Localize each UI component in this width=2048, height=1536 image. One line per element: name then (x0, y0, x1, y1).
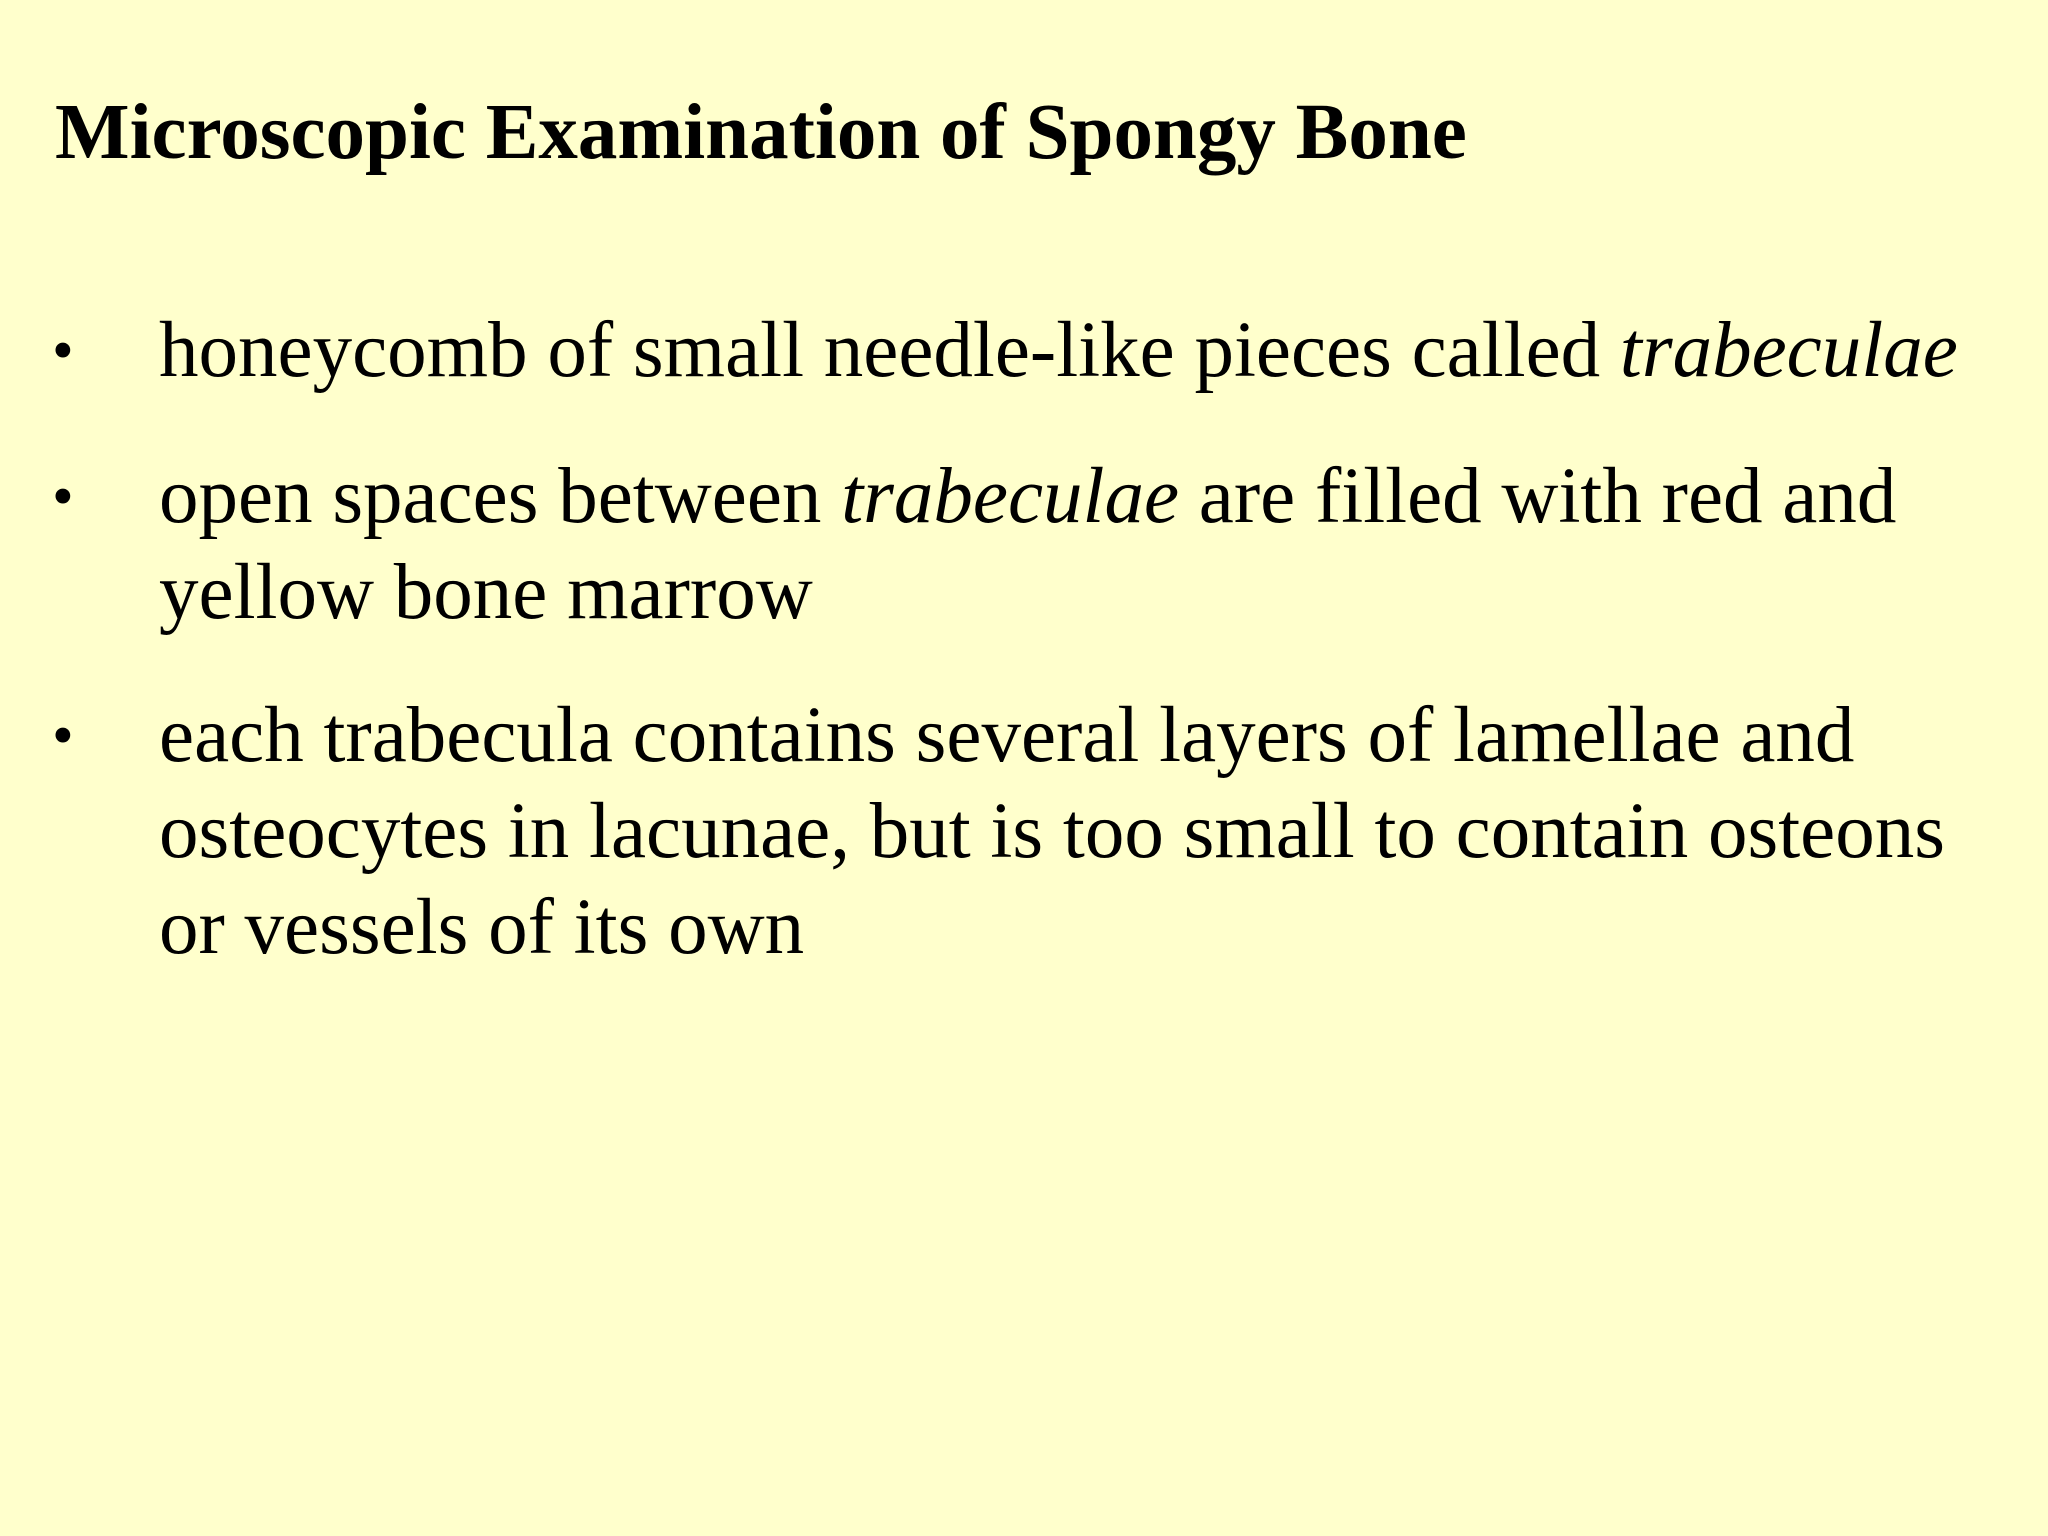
slide-title: Microscopic Examination of Spongy Bone (55, 89, 1467, 176)
bullet-text (159, 449, 2019, 641)
bullet-line: yellow bone marrow (159, 549, 813, 636)
bullet-text (159, 303, 2019, 399)
bullet-icon: • (52, 463, 74, 531)
bullet-line: or vessels of its own (159, 884, 805, 971)
italic-term: trabeculae (1619, 307, 1958, 394)
bullet-line: honeycomb of small needle-like pieces called trabeculae (159, 307, 1958, 394)
bullet-line: open spaces between trabeculae are filled with red and (159, 453, 1897, 540)
bullet-line: osteocytes in lacunae, but is too small to contain osteons (159, 788, 1945, 875)
bullet-icon: • (52, 702, 74, 770)
italic-term: trabeculae (841, 453, 1180, 540)
bullet-text (159, 688, 2019, 976)
bullet-icon: • (52, 317, 74, 385)
bullet-line: each trabecula contains several layers of lamellae and (159, 692, 1855, 779)
